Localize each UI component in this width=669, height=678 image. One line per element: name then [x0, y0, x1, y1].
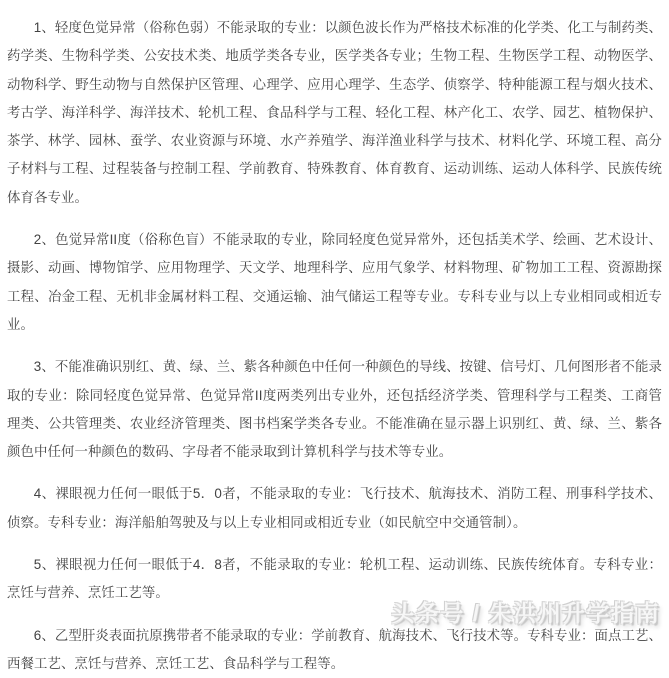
paragraph-4-vision-5.0: 4、裸眼视力任何一眼低于5．0者，不能录取的专业：飞行技术、航海技术、消防工程、刑事科学技术、侦察。专科专业：海洋船舶驾驶及与以上专业相同或相近专业（如民航空中交通管制）。 — [7, 486, 662, 530]
paragraph-6-hepatitis-b: 6、乙型肝炎表面抗原携带者不能录取的专业：学前教育、航海技术、飞行技术等。专科专业：面点工艺、西餐工艺、烹饪与营养、烹饪工艺、食品科学与工程等。 — [7, 627, 662, 671]
toutiao-watermark: 头条号 / 朱洪州升学指南 — [391, 600, 660, 626]
paragraph-2-color-blindness: 2、色觉异常II度（俗称色盲）不能录取的专业，除同轻度色觉异常外，还包括美术学、绘画、艺术设计、摄影、动画、博物馆学、应用物理学、天文学、地理科学、应用气象学、材料物理、矿物加工工程、资源勘探工程、冶金工程、无机非金属材料工程、交通运输、油气储运工程等专业。专科专业与以上专业相同或相近专业。 — [7, 232, 662, 332]
paragraph-5-vision-4.8: 5、裸眼视力任何一眼低于4．8者，不能录取的专业：轮机工程、运动训练、民族传统体育。专科专业：烹饪与营养、烹饪工艺等。 — [7, 557, 662, 601]
paragraph-3-color-recognition: 3、不能准确识别红、黄、绿、兰、紫各种颜色中任何一种颜色的导线、按键、信号灯、几何图形者不能录取的专业：除同轻度色觉异常、色觉异常II度两类列出专业外，还包括经济学类、管理科学与工程类、工商管理类、公共管理类、农业经济管理类、图书档案学类各专业。不能准确在显示器上识别红、黄、绿、兰、紫各颜色中任何一种颜色的数码、字母者不能录取到计算机科学与技术等专业。 — [7, 359, 662, 460]
paragraph-1-color-weakness: 1、轻度色觉异常（俗称色弱）不能录取的专业：以颜色波长作为严格技术标准的化学类、化工与制药类、药学类、生物科学类、公安技术类、地质学类各专业，医学类各专业；生物工程、生物医学工程、动物医学、动物科学、野生动物与自然保护区管理、心理学、应用心理学、生态学、侦察学、特种能源工程与烟火技术、考古学、海洋科学、海洋技术、轮机工程、食品科学与工程、轻化工程、林产化工、农学、园艺、植物保护、茶学、林学、园林、蚕学、农业资源与环境、水产养殖学、海洋渔业科学与技术、材料化学、环境工程、高分子材料与工程、过程装备与控制工程、学前教育、特殊教育、体育教育、运动训练、运动人体科学、民族传统体育各专业。 — [7, 20, 662, 205]
